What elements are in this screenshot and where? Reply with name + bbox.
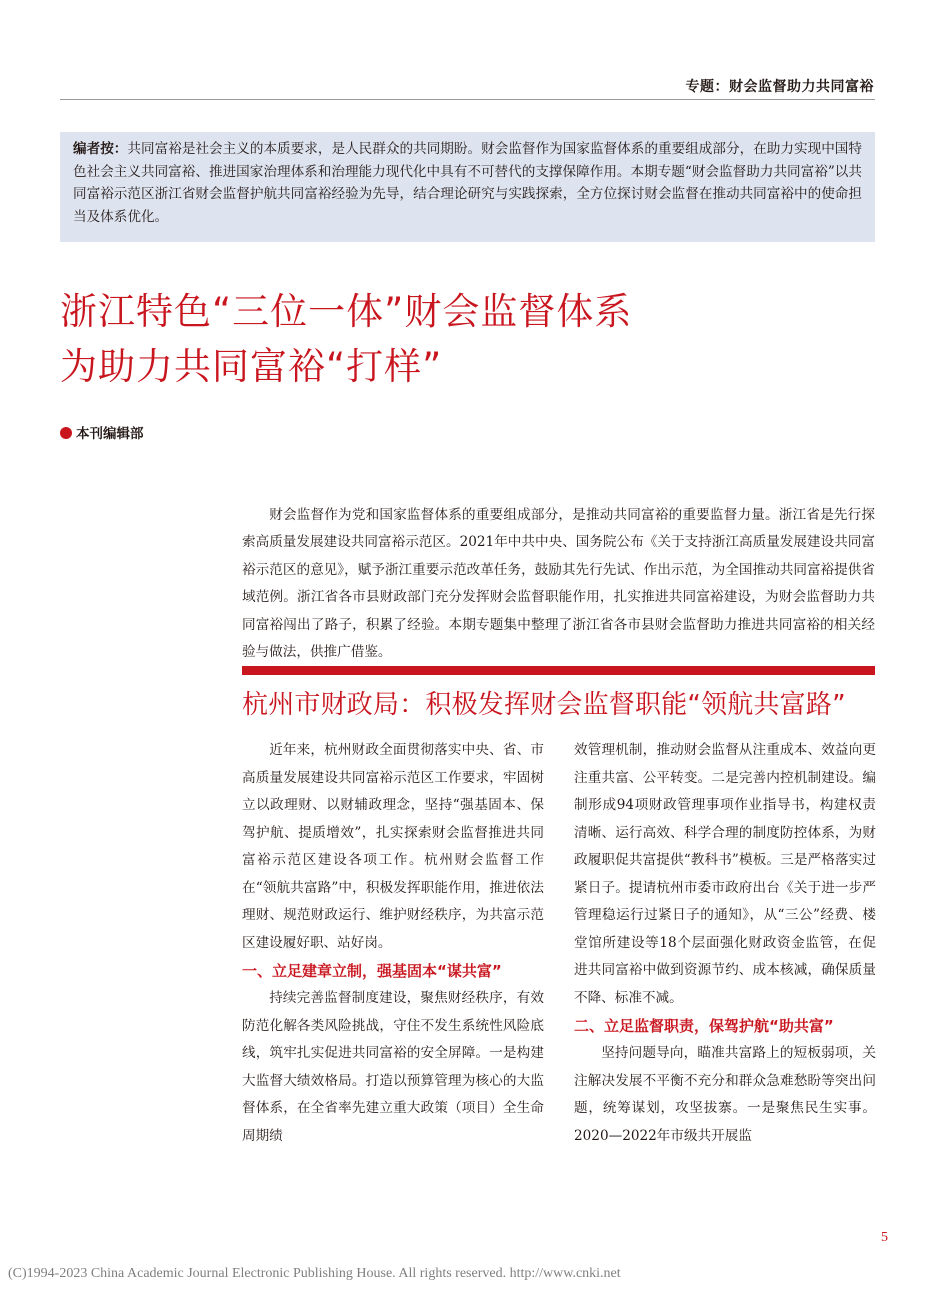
article-intro: 财会监督作为党和国家监督体系的重要组成部分，是推动共同富裕的重要监督力量。浙江省是先行探索高质量发展建设共同富裕示范区。2021年中共中央、国务院公布《关于支持浙江高质量发展建设共同富裕示范区的意见》，赋予浙江重要示范改革任务，鼓励其先行先试、作出示范，为全国推动共同富裕提供省域范例。浙江省各市县财政部门充分发挥财会监督职能作用，扎实推进共同富裕建设，为财会监督助力共同富裕闯出了路子，积累了经验。本期专题集中整理了浙江省各市县财会监督助力推进共同富裕的相关经验与做法，供推广借鉴。 — [242, 507, 875, 661]
section-title: 杭州市财政局：积极发挥财会监督职能“领航共富路” — [242, 690, 846, 720]
article-title-line2: 为助力共同富裕“打样” — [60, 345, 443, 388]
body-column-left — [242, 737, 544, 1150]
editor-note — [60, 132, 875, 242]
subheading-1: 一、立足建章立制，强基固本“谋共富” — [242, 962, 502, 980]
section-divider-bar — [242, 666, 875, 675]
author-byline — [60, 422, 144, 442]
copyright-notice: (C)1994-2023 China Academic Journal Electronic Publishing House. All rights reserved. http://www.cnki.net — [8, 1266, 621, 1281]
article-title-line1: 浙江特色“三位一体”财会监督体系 — [60, 290, 633, 333]
header-topic: 专题：财会监督助力共同富裕 — [685, 79, 874, 95]
editor-note-text: 共同富裕是社会主义的本质要求，是人民群众的共同期盼。财会监督作为国家监督体系的重要组成部分，在助力实现中国特色社会主义共同富裕、推进国家治理体系和治理能力现代化中具有不可替代的支撑保障作用。本期专题“财会监督助力共同富裕”以共同富裕示范区浙江省财会监督护航共同富裕经验为先导，结合理论研究与实践探索，全方位探讨财会监督在推动共同富裕中的使命担当及体系优化。 — [73, 141, 863, 225]
body-column-right — [574, 737, 876, 1150]
paragraph: 效管理机制，推动财会监督从注重成本、效益向更注重共富、公平转变。二是完善内控机制建设。编制形成94项财政管理事项作业指导书，构建权责清晰、运行高效、科学合理的制度防控体系，为财政履职促共富提供“教科书”模板。三是严格落实过紧日子。提请杭州市委市政府出台《关于进一步严管理稳运行过紧日子的通知》，从“三公”经费、楼堂馆所建设等18个层面强化财政资金监管，在促进共同富裕中做到资源节约、成本核减，确保质量不降、标准不减。 — [574, 742, 876, 1006]
article-title — [60, 284, 632, 394]
author-name: 本刊编辑部 — [76, 426, 144, 442]
editor-note-label: 编者按： — [73, 141, 128, 157]
header-divider — [60, 99, 875, 100]
page-number: 5 — [881, 1230, 888, 1245]
paragraph: 持续完善监督制度建设，聚焦财经秩序，有效防范化解各类风险挑战，守住不发生系统性风险底线，筑牢扎实促进共同富裕的安全屏障。一是构建大监督大绩效格局。打造以预算管理为核心的大监督体系，在全省率先建立重大政策（项目）全生命周期绩 — [242, 990, 544, 1144]
paragraph: 坚持问题导向，瞄准共富路上的短板弱项，关注解决发展不平衡不充分和群众急难愁盼等突出问题，统筹谋划，攻坚拔寨。一是聚焦民生实事。2020—2022年市级共开展监 — [574, 1045, 876, 1144]
subheading-2: 二、立足监督职责，保驾护航“助共富” — [574, 1017, 834, 1035]
paragraph: 近年来，杭州财政全面贯彻落实中央、省、市高质量发展建设共同富裕示范区工作要求，牢固树立以政理财、以财辅政理念，坚持“强基固本、保驾护航、提质增效”，扎实探索财会监督推进共同富裕示范区建设各项工作。杭州财会监督工作在“领航共富路”中，积极发挥职能作用，推进依法理财、规范财政运行、维护财经秩序，为共富示范区建设履好职、站好岗。 — [242, 742, 544, 951]
bullet-dot-icon — [60, 427, 72, 439]
